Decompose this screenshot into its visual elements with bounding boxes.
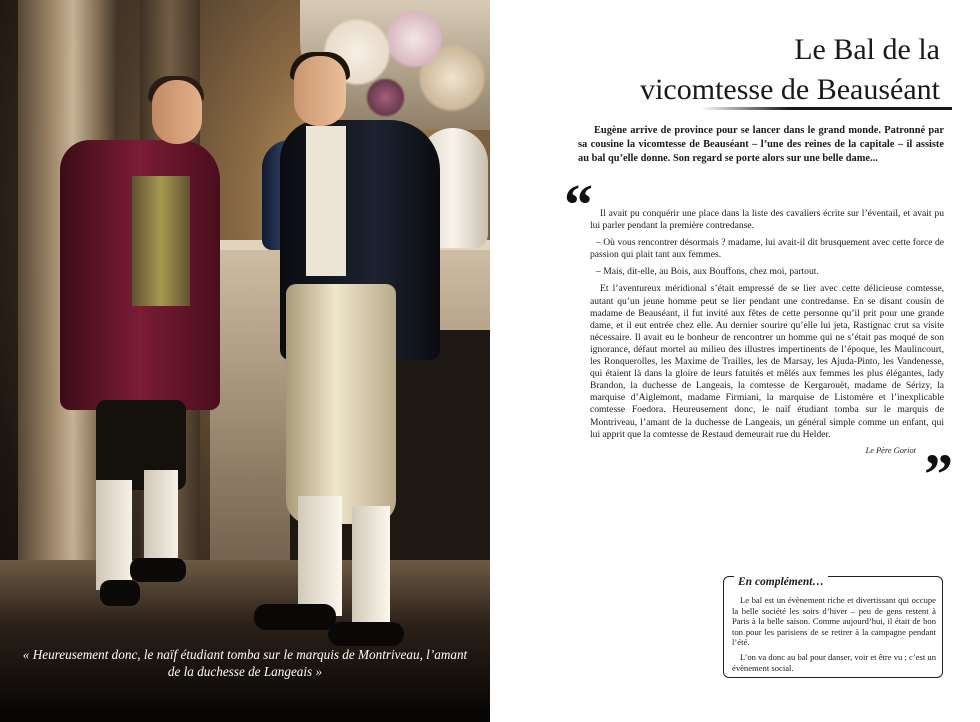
title-line-2: vicomtesse de Beauséant (640, 73, 940, 106)
lead-paragraph: Eugène arrive de province pour se lancer dans le grand monde. Patronné par sa cousine la vicomtesse de Beauséant – l’une des reines de la capitale – il assiste au bal qu’elle donne. Son regard se porte alors sur une belle dame... (578, 125, 944, 165)
photo-caption: « Heureusement donc, le naïf étudiant tomba sur le marquis de Montriveau, l’amant de la duchesse de Langeais » (22, 647, 468, 679)
excerpt-dialog: – Mais, dit-elle, au Bois, aux Bouffons, chez moi, partout. (596, 266, 819, 278)
opening-quote-mark: “ (564, 172, 593, 237)
excerpt-paragraph: Il avait pu conquérir une place dans la liste des cavaliers écrite sur l’éventail, et avait pu lui parler pendant la première contredanse. (590, 208, 944, 232)
sidebar-paragraph: L’on va donc au bal pour danser, voir et être vu ; c’est un évènement social. (732, 651, 936, 673)
man-in-black-tailcoat (240, 56, 450, 656)
sidebar-box (723, 576, 943, 678)
title-underline (700, 107, 952, 110)
excerpt-paragraph: Et l’aventureux méridional s’était empressé de se lier avec cette délicieuse comtesse, autant qu’un jeune homme peut se lier pendant une contredanse. En se disant cousin de madame de Beauséant, il fut invité aux fêtes de cette personne qu’il prit pour une grande dame, et il eut entrée chez elle. Au dernier sourire qu’elle lui jeta, Rastignac crut sa visite nécessaire. Il avait eu le bonheur de rencontrer un homme qui ne s’était pas moqué de son ignorance, défaut mortel au milieu des illustres impertinents de l’époque, les Maulincourt, les Ronquerolles, les Maxime de Trailles, les de Marsay, les Ajuda-Pinto, les Vandenesse, qui étaient là dans la gloire de leurs fatuités et mêlés aux femmes les plus élégantes, lady Brandon, la duchesse de Langeais, la comtesse de Kergarouët, madame de Sérizy, la marquise d’Aiglemont, madame Firmiani, la marquise de Listomère et l’inexplicable comtesse Foedora. Heureusement donc, le naïf étudiant tomba sur le marquis de Montriveau, l’amant de la duchesse de Langeais, un général simple comme un enfant, qui lui apprit que la comtesse de Restaud demeurait rue du Helder. (590, 283, 944, 440)
sidebar-paragraph: Le bal est un évènement riche et divertissant qui occupe la belle société les soirs d’hiver – peu de gens restent à Paris à la belle saison. Comme aujourd’hui, il était de bon ton pour les parisiens de se retirer à la campagne pendant l’été. (732, 595, 936, 648)
sidebar-title: En complément… (734, 576, 828, 588)
title-line-1: Le Bal de la (794, 33, 940, 66)
article-title (560, 30, 940, 110)
closing-quote-mark: ” (924, 442, 953, 507)
excerpt-dialog: – Où vous rencontrer désormais ? madame, lui avait-il dit brusquement avec cette force de passion qui plait tant aux femmes. (590, 237, 944, 261)
source-citation: Le Père Goriot (865, 446, 916, 455)
sidebar-body (732, 595, 936, 677)
man-in-red-coat (60, 80, 230, 620)
excerpt-body (590, 208, 944, 446)
